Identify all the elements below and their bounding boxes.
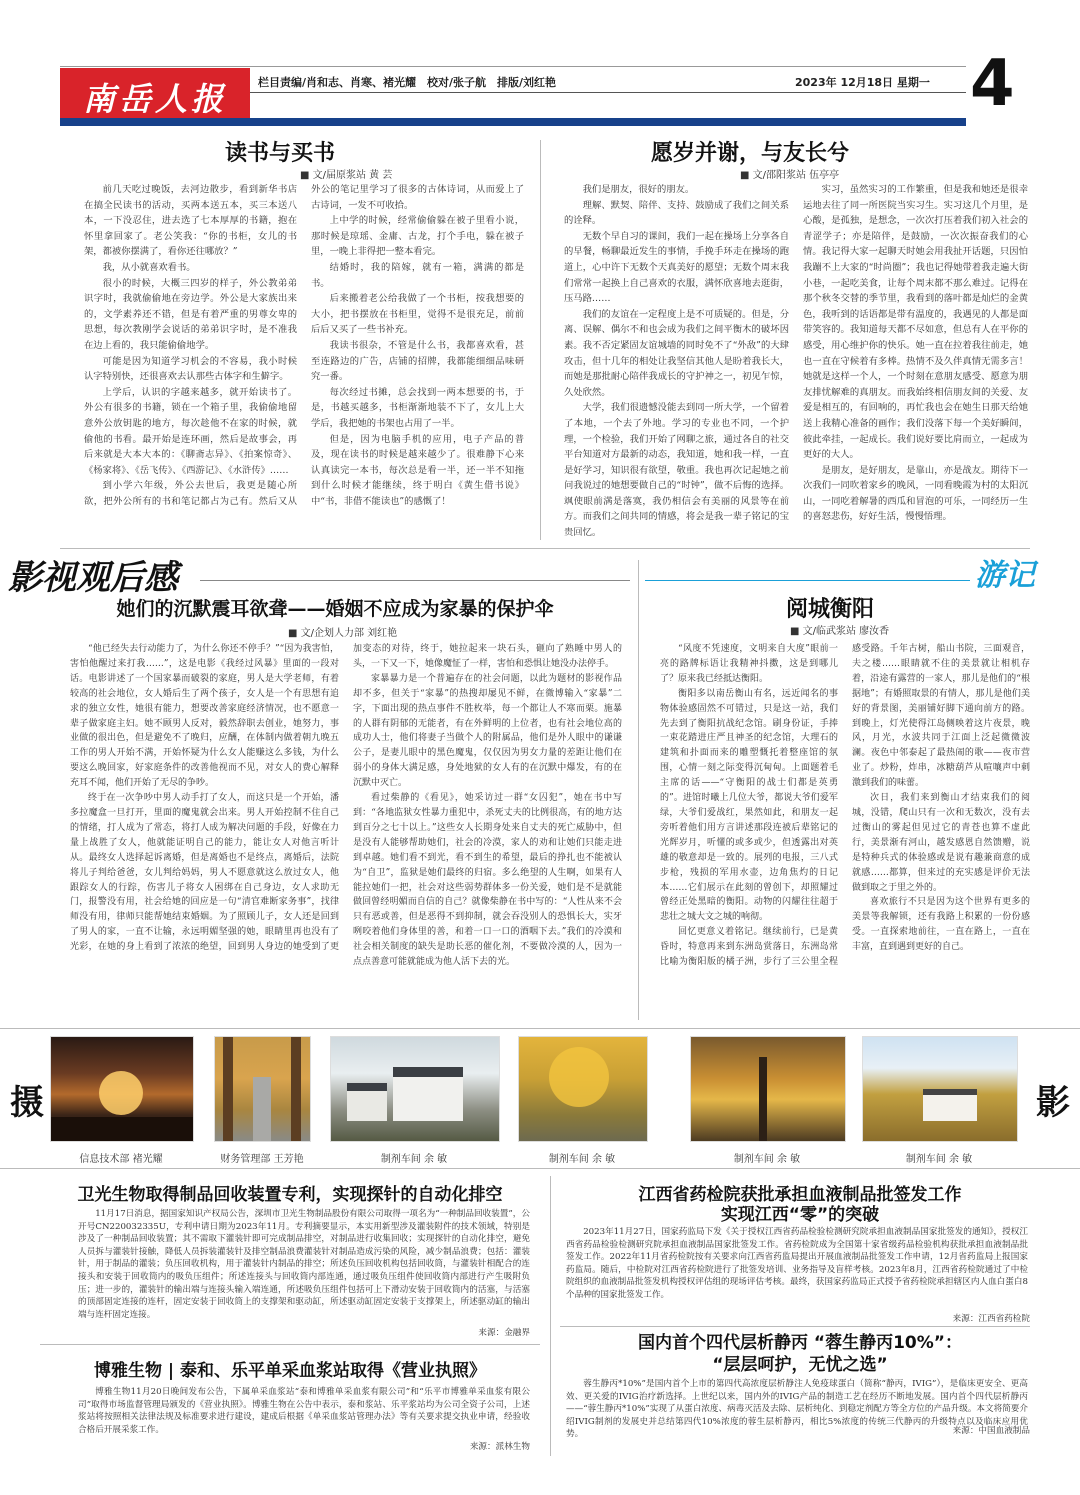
photo-label-left: 摄 [10, 1083, 44, 1123]
article-paragraph: 理解、默契、陪伴、支持、鼓励成了我们之间关系的诠释。 [564, 199, 789, 227]
article-paragraph: 我们是朋友，很好的朋友。 [582, 184, 695, 195]
article-paragraph: 是朋友，是好朋友，是靠山，亦是战友。期待下一次我们一同吹着家乡的晚风，一同看晚霞为村的太阳沉山，一同吃着解暑的西瓜和冒泡的可乐，一同经历一生的喜怒悲伤，好好生活，慢慢悟理。 [803, 464, 1028, 523]
section-label-film: 影视观后感 [8, 558, 178, 598]
article-paragraph: 每次经过书摊，总会找到一两本想要的书，于是，书越买越多，书柜渐渐地装不下了，女儿上大学后，我把她的书架也占用了一半。 [311, 386, 524, 429]
news-section-rule [0, 1168, 1080, 1169]
news-source-batch-release: 来源：江西省药检院 [952, 1314, 1030, 1324]
article-title-reading: 读书与买书 [224, 141, 335, 166]
article-paragraph: 后来搬着老公给我做了一个书柜，按我想要的大小，把书摆放在书柜里，觉得不是很充足，前前后后又买了一些书补充。 [311, 293, 524, 336]
photo-golden-ginkgo [518, 1036, 648, 1142]
article-paragraph: 结婚时，我的陪嫁，就有一箱，满满的都是书。 [311, 261, 524, 289]
article-paragraph: 很小的时候，大概三四岁的样子，外公教弟弟识字时，我就偷偷地在旁边学。外公是大家族出来的，文学素养还不错，但是有着严重的男尊女卑的思想，每次教刚学会说话的弟弟识字时，是不准我在边上看的，我只能偷偷地学。 [84, 277, 297, 351]
photo-traditional-buildings [330, 1036, 500, 1142]
article-paragraph: 上中学的时候，经常偷偷躲在被子里看小说，那时候是琼瑶、金庸、古龙，打个手电，躲在被子里，一晚上非得把一整本看完。 [311, 215, 524, 258]
news-body-batch-release: 2023年11月27日，国家药监局下发《关于授权江西省药品检验检测研究院承担血液制品国家批签发的通知》，授权江西省药品检验检测研究院承担血液制品国家批签发工作。省药检院成为全国第十家省级药品检验机构获批承担血液制品批签发工作。2022年11月省药检院按有关要求向江西省药监局提出开展血液制品批签发工作申请，12月省药监局上报国家药监局。随后，中检院对江西省药检院进行了批签发培训、业务指导及盲样考核。2023年8月，江西省药检院通过了中检院组织的血液制品批签发机构授权评估组的现场评估考核。最终，获国家药监局正式授予省药检院承担辖区内人血白蛋白8个品种的国家批签发工作。 [566, 1227, 1028, 1300]
photo-hillside-village [862, 1036, 1018, 1142]
news-subtitle-ivig: “层层呵护，无忧之选” [712, 1355, 888, 1375]
article-byline-domestic-violence: ■ 文/企划人力部 刘红艳 [288, 628, 398, 639]
news-title-ivig: 国内首个四代层析静丙 “蓉生静丙10%”： [638, 1333, 962, 1353]
news-rule [560, 1326, 1030, 1327]
editor-credits: 栏目责编/肖和志、肖寒、褚光耀 校对/张子航 排版/刘红艳 [258, 76, 557, 89]
article-paragraph: 可能是因为知道学习机会的不容易，我小时候认字特别快，还很喜欢去认那些古体字和生僻字。 [84, 355, 297, 383]
article-paragraph: 家暴暴力是一个普遍存在的社会问题，以此为题材的影视作品却不多，但关于“家暴”的热搜却屡见不鲜，在微博输入“家暴”二字，下面出现的热点事件不胜枚举，每一个都让人不寒而栗。施暴的人群有阴郁的无能者，有在外鲜明的上位者，也有社会地位高的成功人士，他们将妻子当做个人的附属品，他们是外人眼中的谦谦公子，是妻儿眼中的黑色魔鬼，仅仅因为男女力量的差距让他们在弱小的身体大满足感，身处地狱的女人有的在沉默中爆发，有的在沉默中灭亡。 [353, 673, 622, 789]
photo-label-right: 影 [1036, 1083, 1070, 1123]
column-divider [638, 560, 639, 1020]
article-paragraph: “他已经失去行动能力了，为什么你还不停手？”“因为我害怕，害怕他醒过来打我……”，这是电影《我经过风暴》里面的一段对话。电影讲述了一个国家暴而破裂的家庭，男人是大学老师，有着较高的社会地位，女人婚后生了两个孩子，女人是一个有思想有追求的独立女性，她很有能力，想要改善家庭经济情况，也不愿意一辈子做家庭主妇。她不顾男人反对，毅然辞职去创业，她努力，事业做的很出色，但是避免不了晚归，应酬，在体制内做着朝九晚五工作的男人开始不满，开始怀疑为什么女人能赚这么多钱，为什么要这么晚回家，好家庭条件的改善他视而不见，对女人的费心解释充耳不闻，他们开始了无尽的争吵。 [70, 644, 339, 789]
photo-caption: 信息技术部 褚光耀 [79, 1154, 163, 1165]
news-body-patent: 11月17日消息，据国家知识产权局公告，深圳市卫光生物制品股份有限公司取得一项名为“一种制品回收装置”，公开号CN220032335U，专利申请日期为2023年11月。专利摘要显示，本实用新型涉及灌装附件的技术领域，特别是涉及了一种制品回收装置；其不需取下灌装针即可完成制品排空，对制品进行收集回收；实现探针的自动化排空，避免人员拆与灌装针接触，降低人员拆装灌装针及排空制品浪费灌装针对制品造成污染的风险，减少制品浪费；包括：灌装针，用于制品的灌装；负压回收机构，用于灌装针内制品的排空；所述负压回收机构包括回收筒，与灌装针相配合的连接头和安装于回收筒内的吸负压组件；所述连接头与回收筒内部连通，通过吸负压组件使回收筒内部进行产生吸附负压；进一步的，灌装针的输出端与连接头输入端连通，所述吸负压组件包括可上下滑动安装于回收筒内的活塞，与活塞的顶部固定连接的连杆，固定安装于回收筒上的支撑架和驱动缸，所述驱动缸固定安装于支撑架上，所述驱动缸的输出端与连杆固定连接。 [78, 1209, 530, 1320]
article-paragraph: 回忆更意义着铭记。继续前行，已是黄昏时，特意再来到东洲岛赏落日，东洲岛常比喻为衡阳版的橘子洲，步行了三公里全程感受路。千年古树，船山书院，三面观音，夫之楼……眼睛就不住的美景就让相机存着，沿途有露营的一家人，那儿是他们的“根据地”；有婚照取景的有情人，那儿是他们美好的背景图，美丽铺好脚下通向前方的路。到晚上，灯光使得江岛侧映着这片夜景，晚风，月光，水波共同于江面上泛起微微波澜。夜色中邻泰起了最热闹的歌——夜市营业了。炒粉，炸串，冰糖葫芦从喧嚷声中刺激到我们的味蕾。 [660, 644, 1030, 968]
photo-autumn-trees [690, 1036, 846, 1142]
news-title-patent: 卫光生物取得制品回收装置专利，实现探针的自动化排空 [77, 1185, 503, 1205]
column-divider [540, 140, 541, 540]
header-top-rule [60, 66, 966, 67]
photo-caption: 财务管理部 王芳艳 [220, 1154, 304, 1165]
article-paragraph: “风度不凭速度，文明来自大度”眼前一亮的路牌标语让我精神抖擞，这是到哪儿了？原来我已经抵达衡阳。 [660, 644, 838, 684]
article-body-hengyang [660, 642, 1030, 1018]
article-paragraph: 看过柴静的《看见》，她采访过一群“女囚犯”，她在书中写到：“各地监狱女性暴力重犯中，杀死丈夫的比例很高，有的地方达到百分之七十以上。”这些女人长期身处来自丈夫的死亡威胁中，但是没有人能够帮助她们，社会的冷漠，家人的劝和让她们只能走进到卓越。她们看不到光，看不到生的希望，最后的挣扎也不能被认为“自卫”，监狱是她们最终的归宿。多么绝望的人生啊，如果有人能拉她们一把，社会对这些弱势群体多一份关爱，她们是不是就能做回曾经明媚而自信的自己？就像柴静在书中写的：“人性从来不会只有恶或善，但是恶得不到抑制，就会吞没别人的恐惧长大，实牙咧咬着他们身体里的善，和着一口一口的酒咽下去。”我们的冷漠和社会相关制度的缺失是助长恶的催化剂，不要做冷漠的人，因为一点点善意可能就能成为他人活下去的光。 [353, 793, 622, 968]
film-section-rule [200, 580, 630, 581]
article-byline-friendship: ■ 文/邵阳浆站 伍亭亭 [740, 170, 840, 181]
news-subtitle-batch-release: 实现江西“零”的突破 [720, 1205, 880, 1225]
article-paragraph: 上学后，认识的字越来越多，就开始读书了。外公有很多的书籍，锁在一个箱子里，我偷偷地留意外公放钥匙的地方，每次趁他不在家的时候，就偷他的书看。最开始是连环画，然后是故事会，再后来就是大本大本的：《聊斋志异》、《拍案惊奇》、《杨家将》、《岳飞传》、《西游记》、《水浒传》…… [84, 386, 297, 476]
photo-caption: 制剂车间 余 敏 [380, 1154, 448, 1165]
news-body-ivig: 蓉生静丙*10%”是国内首个上市的第四代高浓度层析静注人免疫球蛋白（简称“静丙，IVIG”），是临床更安全、更高效、更关爱的IVIG治疗新选择。上世纪以来，国内外的IVIG产品的制造工艺在经历不断地发展。国内首个四代层析静丙——“蓉生静丙*10%”实现了从蛋白浓度、病毒灭活及去除、层析纯化、到稳定剂配方等全方位的产品升级。本文将简要介绍IVIG制剂的发展史并总结第四代10%浓度的蓉生层析静丙，相比5%浓度的传统三代静丙的升级特点以及临床应用优势。 [566, 1379, 1028, 1440]
article-body-domestic-violence [70, 642, 622, 1018]
article-paragraph: 无数个早自习的课间，我们一起在操场上分享各自的早餐，畅聊最近发生的事情，手挽手环走在操场的跑道上，心中许下无数个天真美好的愿望；无数个周末我们常常一起换上自己喜欢的衣服，满怀欣喜地去逛街，压马路…… [564, 230, 789, 305]
article-byline-reading: ■ 文/届原浆站 黄 芸 [300, 170, 393, 181]
article-byline-hengyang: ■ 文/临武浆站 廖汝香 [790, 626, 890, 637]
photo-tree-lined-road [214, 1036, 311, 1142]
header-bar [60, 118, 966, 126]
article-paragraph: 衡阳多以南岳衡山有名，远近闻名的事物体验感固然不可错过，只是这一站，我们先去到了衡阳抗战纪念馆。刷身份证，手捧一束花踏进庄严且神圣的纪念馆，大理石的建筑和扑面而来的雕塑慨托着整座馆的氛围，心情一刻之际变得沉甸甸。上面题着毛主席的话——“守衡阳的战士们都是英勇的”。进馆时曦上几位大爷，都说大爷们爱军绿，大爷们爱战红，果然如此，和朋友一起旁听着他们用方言讲述那段连被后辈铭记的光辉岁月，听懂的或多或少，但透露出对英雄的敬意却是一致的。展列的电报，三八式步枪，残损的军用水壶，边角焦灼的日记本……它们展示在此刻的曾创下，却照耀过曾经正处黑暗的衡阳。动物的闪耀往往超于悲壮之城大文之城的响彻。 [660, 688, 838, 923]
article-paragraph: 终于在一次争吵中男人动手打了女人，而这只是一个开始，潘多拉魔盒一旦打开，里面的魔鬼就会出来。男人开始控制不住自己的情绪，打人成为了常态，将打人成为解决问题的手段，好像在力量上战胜了女人，他就能证明自己的能力，能让女人对他言听计从。最终女人选择起诉离婚，但是离婚也不是终点，离婚后，法院将儿子判给爸爸，女儿判给妈妈，男人不愿意就这么放过女人，他跟踪女人的行踪，伤害儿子将女人困绑在自己身边，女人求助无门，报警没有用，社会给她的回应是一句“清官难断家务事”，找律师没有用，律师只能帮她结束婚姻。为了照顾儿子，女人还是回到了男人的家，一直不让输，永远明媚坚强的她，眼睛里再也没有了光彩，在她的身上看到了浓浓的绝望，回到男人身边的她受到了更加变态的对待，终于，她拉起来一块石头，砸向了熟睡中男人的头，一下又一下，她像魔怔了一样，害怕和恐惧让她没办法停手。 [70, 644, 622, 953]
article-paragraph: 我读书很杂，不管是什么书，我都喜欢看，甚至连路边的广告，店铺的招牌，我都能细细品味研究一番。 [311, 339, 524, 383]
article-paragraph: 实习，虽然实习的工作繁重，但是我和她还是很幸运地去往了同一所医院当实习生。实习这几个月里，是心酸，是孤独，是想念，一次次打压着我们初入社会的青涩学子；亦是陪伴，是鼓励，一次次振奋我们的心情。我记得大家一起聊天时她会用我扯开话题，只因怕我蹦不上大家的“时尚圈”；我也记得她带着我走遍大街小巷，一起吃美食，让每个周末都不那么难过。记得在那个秋冬交替的季节里，我看到的落叶都是灿烂的金黄色，我听到的话语都是带有温度的，我遇见的人都是面带笑容的。我知道每天都不尽如意，但总有人在平你的感受，用心维护你的快乐。她一直在拉着我往前走，她也一直在守候着有多棒。热情不及久伴真情无需多言！她就是这样一个人，一个时刻在意朋友感受、愿意为朋友排忧解难的真朋友。而我始终相信朋友间的关爱、友爱是相互的，有回响的，再忙我也会在她生日那天给她送上我精心准备的画作；我们没落下每一个美好瞬间，彼此牵挂，一起成长。我们说好要比肩而立，一起成为更好的大人。 [803, 184, 1028, 461]
news-source-ivig: 来源：中国血液制品 [952, 1426, 1030, 1436]
article-body-friendship [564, 182, 1028, 542]
photo-caption: 制剂车间 余 敏 [905, 1154, 973, 1165]
article-paragraph: 前几天吃过晚饭，去河边散步，看到新华书店在搞全民读书的活动，买两本送五本，买三本送八本，一下没忍住，进去选了七本厚厚的书籍，抱在怀里拿回家了。老公笑我：“你的书柜，女儿的书架，都被你摆满了，看你还往哪放？” [84, 184, 297, 258]
article-paragraph: 次日，我们来到衡山才结束我们的阅城，没错，爬山只有一次和无数次，没有去过衡山的雾起但见过它的青苍也算不虚此行，美景渐有河山，越发感恩自然馈赠，说是特种兵式的体验感或是说有趣兼商意的成就感……都算，但来过的充实感是评价无法做到取之于里之外的。 [852, 793, 1030, 893]
section-label-travel: 游记 [975, 558, 1035, 593]
header-rule [250, 92, 966, 93]
photo-caption: 制剂车间 余 敏 [548, 1154, 616, 1165]
article-paragraph: 但是，因为电脑手机的应用，电子产品的普及，现在读书的时候是越来越少了。很难静下心来认真读完一本书，每次总是看一半，还一半不知拖到什么时候才能继续，终于明白《黄生借书说》中“书，非借不能读也”的感慨了！ [311, 433, 524, 507]
article-paragraph: 我们的友谊在一定程度上是不可质疑的。但是，分离、误解、偶尔不和也会成为我们之间平衡木的破坏因素。我不否定紧固友谊城墙的同时免不了“外敌”的大肆攻击，但十几年的相处让我坚信其他人是盼着我长大，而她是那批耐心陪伴我成长的守护神之一，初见乍惊，久处欣然。 [564, 308, 789, 398]
article-paragraph: 到小学六年级，外公去世后，我更是随心所欲，把外公所有的书和笔记都占为己有。然后又从外公的笔记里学习了很多的古体诗词，从而爱上了古诗词，一发不可收拾。 [84, 184, 524, 507]
article-title-domestic-violence: 她们的沉默震耳欲聋——婚姻不应成为家暴的保护伞 [116, 598, 554, 620]
news-source-plasma-station: 来源：派林生物 [469, 1442, 530, 1452]
news-rule [40, 1344, 540, 1345]
column-divider [550, 1176, 551, 1456]
news-source-patent: 来源：金融界 [478, 1328, 530, 1338]
article-title-friendship: 愿岁并谢，与友长兮 [650, 141, 849, 166]
article-paragraph: 大学，我们很遗憾没能去到同一所大学，一个留着了本地，一个去了外地。学习的专业也不同，一个护理，一个检验，我们开始了网聊之旅，通过各自的社交平台知道对方最新的动态，我知道，她和我一样，一直是好学习，知识很有欲望，敬重。我也再次记起她之前问我说过的她想要做自己的“时钟”，做不后悔的选择。飒使眼前满是落寞，我仍相信会有美丽的风景等在前方。而我们之间共同的情感，将会是我一辈子铭记的宝贵回忆。 [564, 402, 789, 539]
page-number: 4 [970, 47, 1015, 121]
masthead-text: 南岳人报 [82, 80, 227, 118]
photo-sunset-lake [50, 1036, 194, 1142]
travel-section-rule [645, 580, 970, 581]
masthead-logo [60, 68, 250, 118]
news-body-plasma-station: 博雅生物11月20日晚间发布公告，下属单采血浆站“泰和博雅单采血浆有限公司”和“乐平市博雅单采血浆有限公司”取得市场监督管理局颁发的《营业执照》。博雅生物在公告中表示，泰和浆站、乐平浆站均为公司全资子公司，上述浆站将按照相关法律法规及标准要求进行建设，建成后根据《单采血浆站管理办法》等有关要求提交执业申请，经验收合格后开展采浆工作。 [78, 1387, 530, 1435]
article-paragraph: 我，从小就喜欢看书。 [102, 261, 196, 273]
photo-caption: 制剂车间 余 敏 [733, 1154, 801, 1165]
photo-section-rule [0, 1028, 1080, 1029]
article-paragraph: 喜欢旅行不只是因为这个世界有更多的美景等我解锁，还有我路上积累的一份份感受。一直探索地前往，一直在路上，一直在丰富，直到遇到更好的自己。 [852, 897, 1030, 953]
section-rule [60, 548, 1030, 549]
article-title-hengyang: 阅城衡阳 [785, 597, 874, 622]
article-body-reading [84, 182, 524, 542]
issue-date: 2023年 12月18日 星期一 [795, 76, 930, 89]
news-title-batch-release: 江西省药检院获批承担血液制品批签发工作 [638, 1185, 962, 1205]
news-title-plasma-station: 博雅生物 | 泰和、乐平单采血浆站取得《营业执照》 [93, 1361, 487, 1381]
